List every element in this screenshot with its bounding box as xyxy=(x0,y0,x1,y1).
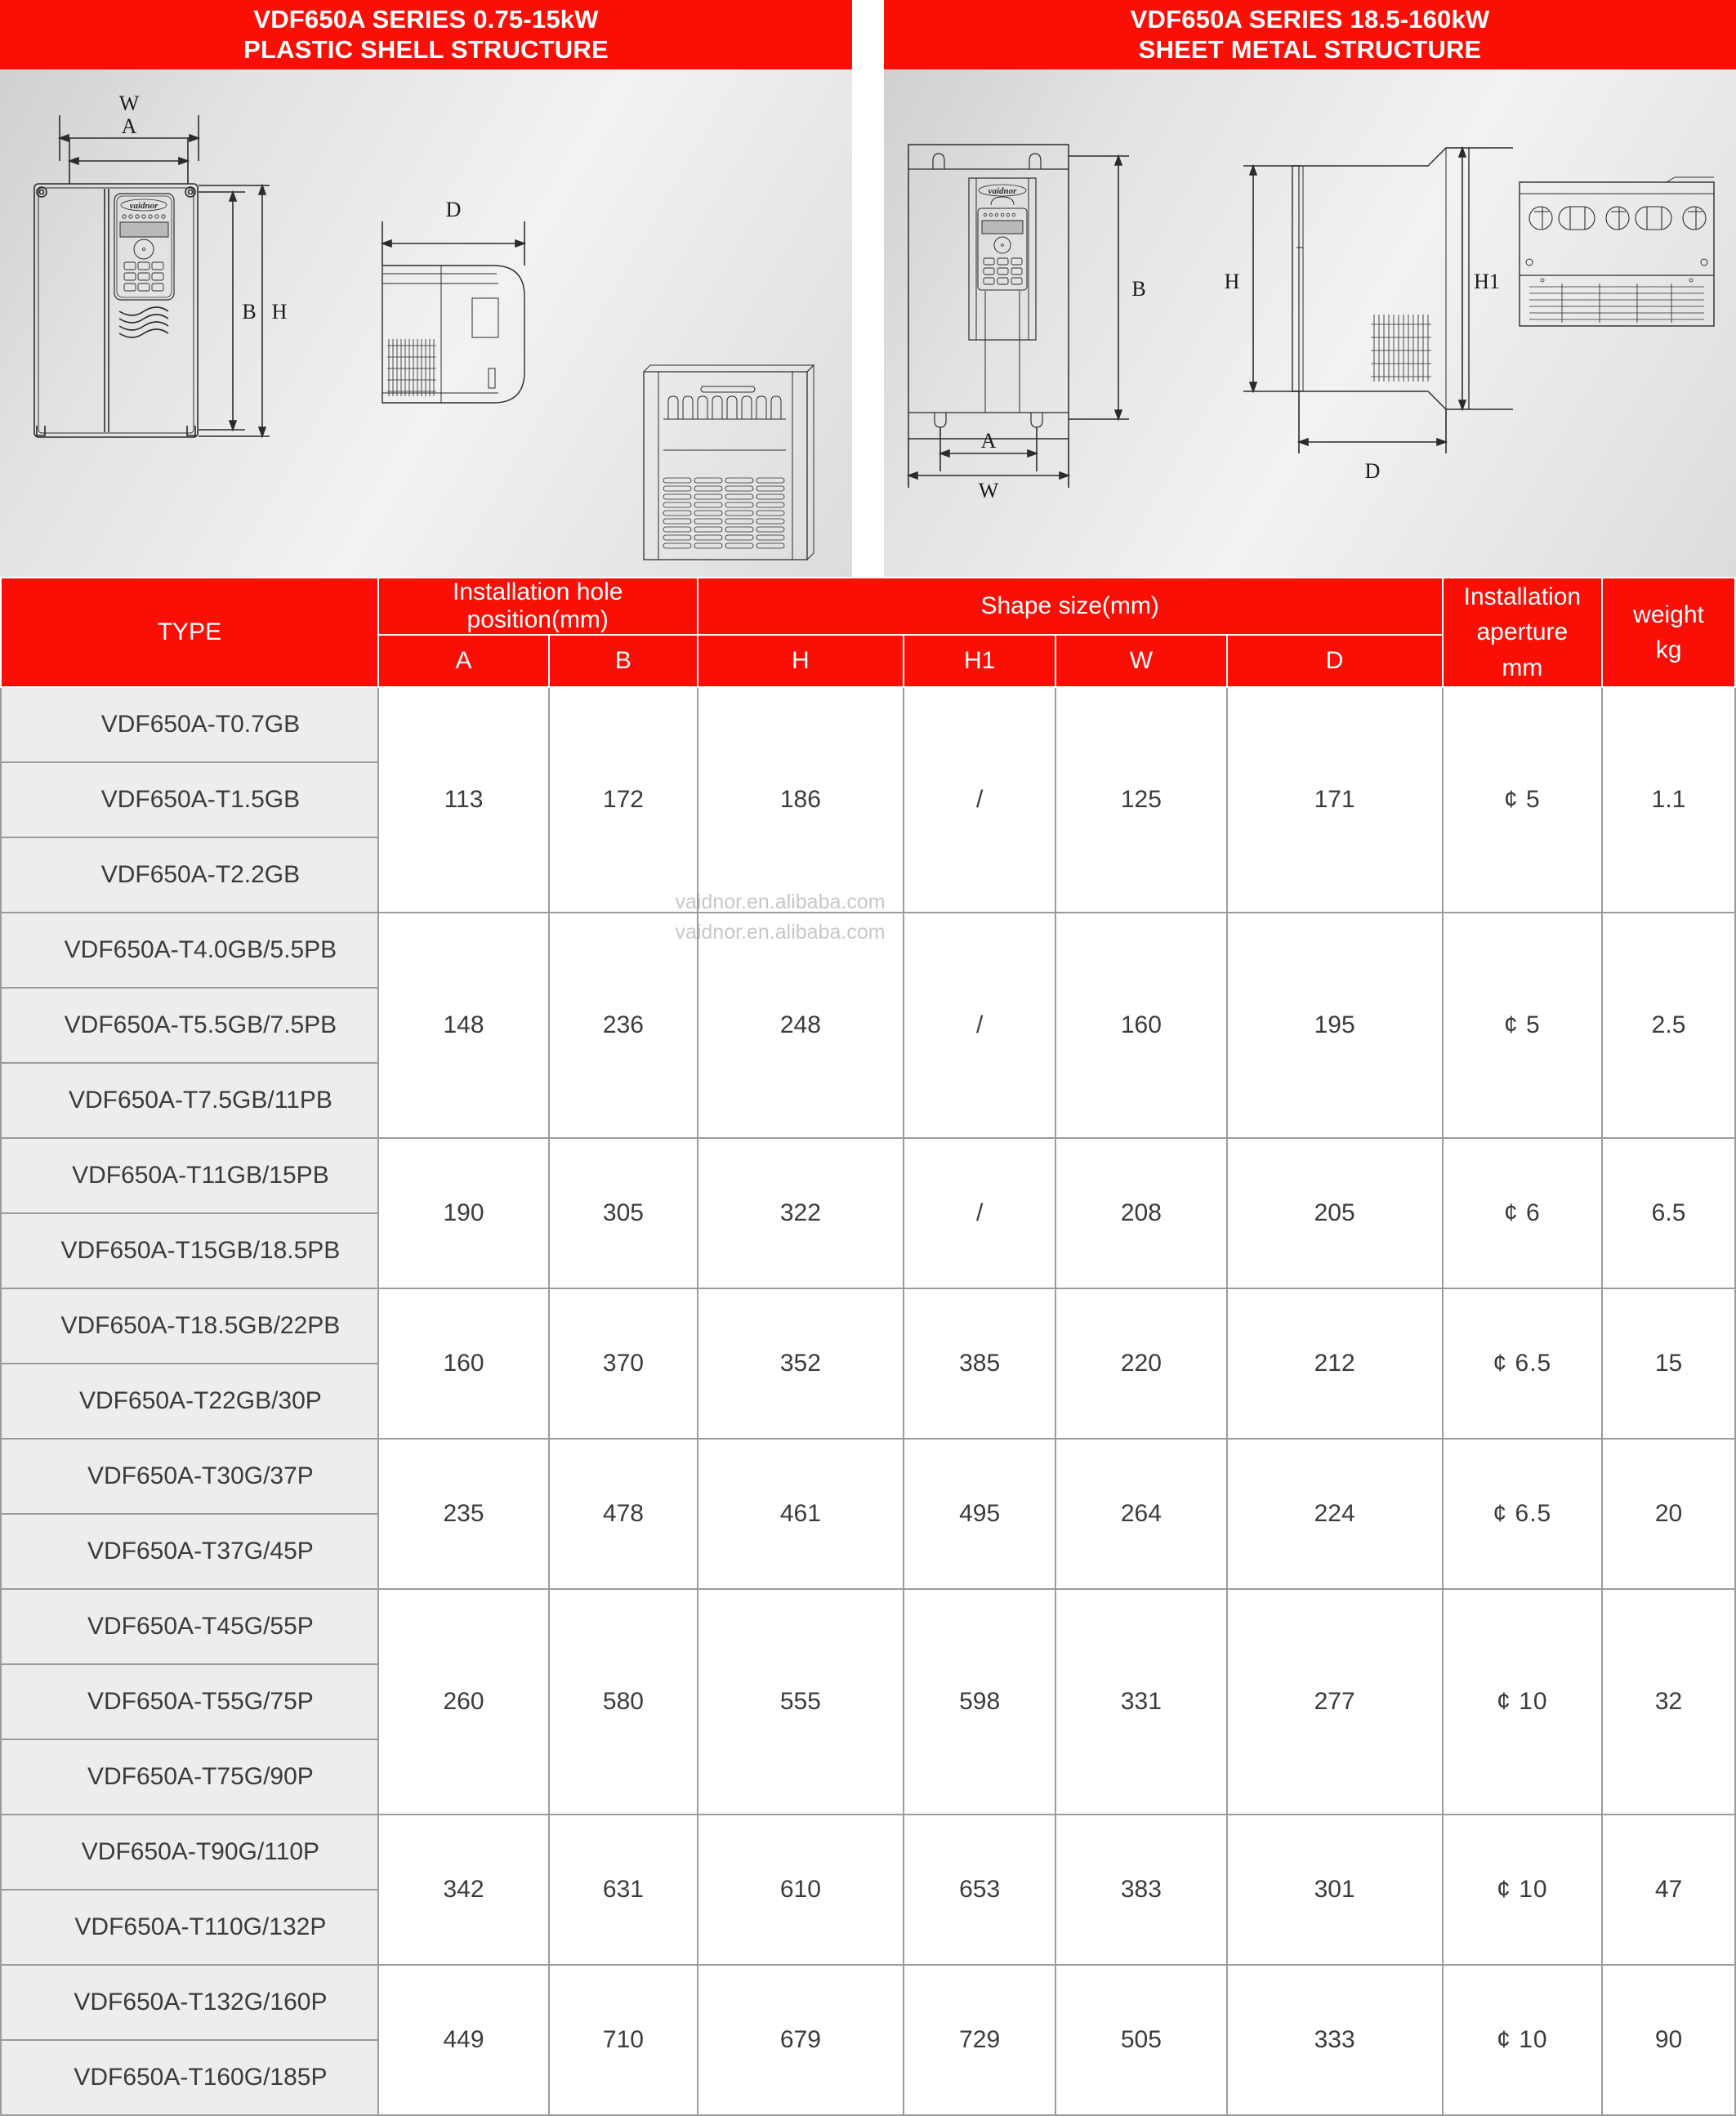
cell-H: 679 xyxy=(698,1965,904,2115)
cell-B: 370 xyxy=(549,1288,697,1439)
cell-W: 160 xyxy=(1055,913,1226,1138)
cell-H: 461 xyxy=(698,1439,904,1589)
cell-H: 610 xyxy=(698,1815,904,1965)
cell-H1: 385 xyxy=(904,1288,1055,1439)
cell-type: VDF650A-T15GB/18.5PB xyxy=(1,1213,378,1288)
cell-B: 305 xyxy=(549,1138,697,1288)
cell-A: 260 xyxy=(378,1589,549,1815)
cell-H1: 495 xyxy=(904,1439,1055,1589)
cell-B: 580 xyxy=(549,1589,697,1815)
cell-H1: / xyxy=(904,687,1055,913)
panel-plastic-shell xyxy=(0,0,852,577)
cell-type: VDF650A-T37G/45P xyxy=(1,1514,378,1589)
dim-label-D: D xyxy=(445,198,462,221)
header-weight-line2: kg xyxy=(1655,636,1682,663)
cell-B: 478 xyxy=(549,1439,697,1589)
dim-label-H1-right: H1 xyxy=(1474,270,1500,293)
header-weight xyxy=(1602,578,1735,687)
banner-right-line1: VDF650A SERIES 18.5-160kW xyxy=(1130,4,1490,33)
header-weight-line1: weight xyxy=(1633,600,1704,628)
dim-label-H: H xyxy=(271,300,288,324)
dim-label-D-right: D xyxy=(1364,459,1381,483)
cell-A: 449 xyxy=(378,1965,549,2115)
header-installation-aperture xyxy=(1443,578,1602,687)
dim-label-W-right: W xyxy=(978,479,999,502)
panel-sheet-metal xyxy=(884,0,1736,577)
cell-A: 190 xyxy=(378,1138,549,1288)
cell-aperture: ¢ 10 xyxy=(1443,1589,1602,1815)
cell-H1: 653 xyxy=(904,1815,1055,1965)
banner-right-line2: SHEET METAL STRUCTURE xyxy=(1138,34,1482,64)
cell-H1: 598 xyxy=(904,1589,1055,1815)
table-row xyxy=(1,913,1735,988)
header-col-W: W xyxy=(1055,635,1226,687)
specification-table xyxy=(0,577,1736,2116)
cell-type: VDF650A-T11GB/15PB xyxy=(1,1138,378,1213)
cell-aperture: ¢ 5 xyxy=(1443,687,1602,913)
cell-type: VDF650A-T5.5GB/7.5PB xyxy=(1,988,378,1063)
dim-label-H-right: H xyxy=(1224,270,1240,293)
cell-D: 277 xyxy=(1227,1589,1443,1815)
cell-H: 555 xyxy=(698,1589,904,1815)
cell-W: 220 xyxy=(1055,1288,1226,1439)
cell-type: VDF650A-T90G/110P xyxy=(1,1815,378,1890)
cell-D: 171 xyxy=(1227,687,1443,913)
cell-weight: 90 xyxy=(1602,1965,1735,2115)
cell-weight: 1.1 xyxy=(1602,687,1735,913)
cell-aperture: ¢ 5 xyxy=(1443,913,1602,1138)
cell-B: 631 xyxy=(549,1815,697,1965)
cell-B: 710 xyxy=(549,1965,697,2115)
banner-left-line1: VDF650A SERIES 0.75-15kW xyxy=(253,4,599,33)
cell-A: 342 xyxy=(378,1815,549,1965)
cell-type: VDF650A-T110G/132P xyxy=(1,1890,378,1965)
cell-type: VDF650A-T132G/160P xyxy=(1,1965,378,2040)
cell-type: VDF650A-T18.5GB/22PB xyxy=(1,1288,378,1364)
header-install-hole-group: Installation hole position(mm) xyxy=(378,578,698,635)
svg-text:vaidnor: vaidnor xyxy=(988,186,1017,196)
table-row xyxy=(1,1815,1735,1890)
dim-label-B-right: B xyxy=(1131,277,1146,301)
table-body xyxy=(1,687,1735,2115)
cell-D: 212 xyxy=(1227,1288,1443,1439)
cell-H1: / xyxy=(904,1138,1055,1288)
table-row xyxy=(1,1589,1735,1664)
cell-H1: 729 xyxy=(904,1965,1055,2115)
cell-aperture: ¢ 6.5 xyxy=(1443,1288,1602,1439)
cell-H1: / xyxy=(904,913,1055,1138)
cell-W: 208 xyxy=(1055,1138,1226,1288)
cell-W: 331 xyxy=(1055,1589,1226,1815)
cell-type: VDF650A-T1.5GB xyxy=(1,762,378,837)
table-row xyxy=(1,1439,1735,1514)
cell-W: 383 xyxy=(1055,1815,1226,1965)
banner-sheet-metal xyxy=(884,0,1736,69)
cell-type: VDF650A-T4.0GB/5.5PB xyxy=(1,913,378,988)
table-header-row-1 xyxy=(1,578,1735,635)
cell-W: 264 xyxy=(1055,1439,1226,1589)
cell-W: 125 xyxy=(1055,687,1226,913)
cell-type: VDF650A-T55G/75P xyxy=(1,1664,378,1739)
cell-weight: 32 xyxy=(1602,1589,1735,1815)
cell-aperture: ¢ 6 xyxy=(1443,1138,1602,1288)
cell-B: 172 xyxy=(549,687,697,913)
cell-type: VDF650A-T160G/185P xyxy=(1,2040,378,2115)
header-aperture-line1: Installation aperture xyxy=(1463,583,1582,646)
cell-H: 186 xyxy=(698,687,904,913)
cell-A: 148 xyxy=(378,913,549,1138)
cell-type: VDF650A-T75G/90P xyxy=(1,1739,378,1815)
cell-D: 301 xyxy=(1227,1815,1443,1965)
dim-label-A: A xyxy=(121,114,137,138)
cell-type: VDF650A-T0.7GB xyxy=(1,687,378,762)
cell-A: 113 xyxy=(378,687,549,913)
cell-D: 195 xyxy=(1227,913,1443,1138)
svg-text:vaidnor: vaidnor xyxy=(129,201,158,211)
dim-label-A-right: A xyxy=(980,429,997,453)
dim-label-B: B xyxy=(242,300,257,324)
cell-weight: 20 xyxy=(1602,1439,1735,1589)
header-shape-size-group: Shape size(mm) xyxy=(698,578,1443,635)
drawing-sheet-metal xyxy=(884,69,1736,577)
header-col-H1: H1 xyxy=(904,635,1055,687)
cell-type: VDF650A-T45G/55P xyxy=(1,1589,378,1664)
artboard-plastic-shell xyxy=(0,69,852,577)
cell-A: 235 xyxy=(378,1439,549,1589)
cell-D: 205 xyxy=(1227,1138,1443,1288)
drawing-plastic-shell xyxy=(0,69,852,577)
table-row xyxy=(1,687,1735,762)
cell-aperture: ¢ 10 xyxy=(1443,1965,1602,2115)
cell-type: VDF650A-T30G/37P xyxy=(1,1439,378,1514)
cell-type: VDF650A-T2.2GB xyxy=(1,837,378,913)
header-col-B: B xyxy=(549,635,697,687)
header-type: TYPE xyxy=(1,578,378,687)
cell-aperture: ¢ 6.5 xyxy=(1443,1439,1602,1589)
table-row xyxy=(1,1965,1735,2040)
watermark-text: vaidnor.en.alibaba.com xyxy=(675,891,886,913)
cell-weight: 6.5 xyxy=(1602,1138,1735,1288)
table-row xyxy=(1,1288,1735,1364)
header-col-D: D xyxy=(1227,635,1443,687)
cell-aperture: ¢ 10 xyxy=(1443,1815,1602,1965)
cell-D: 333 xyxy=(1227,1965,1443,2115)
cell-type: VDF650A-T7.5GB/11PB xyxy=(1,1063,378,1138)
cell-type: VDF650A-T22GB/30P xyxy=(1,1364,378,1439)
cell-H: 322 xyxy=(698,1138,904,1288)
dim-label-W: W xyxy=(118,92,140,115)
header-aperture-line2: mm xyxy=(1502,654,1543,681)
cell-D: 224 xyxy=(1227,1439,1443,1589)
artboard-sheet-metal xyxy=(884,69,1736,577)
cell-H: 352 xyxy=(698,1288,904,1439)
cell-W: 505 xyxy=(1055,1965,1226,2115)
table-row xyxy=(1,1138,1735,1213)
header-col-H: H xyxy=(698,635,904,687)
banner-left-line2: PLASTIC SHELL STRUCTURE xyxy=(243,34,609,64)
cell-H: 248 xyxy=(698,913,904,1138)
banner-plastic-shell xyxy=(0,0,852,69)
header-col-A: A xyxy=(378,635,549,687)
cell-weight: 15 xyxy=(1602,1288,1735,1439)
cell-weight: 47 xyxy=(1602,1815,1735,1965)
cell-weight: 2.5 xyxy=(1602,913,1735,1138)
cell-B: 236 xyxy=(549,913,697,1138)
watermark-text: vaidnor.en.alibaba.com xyxy=(675,921,886,944)
illustration-panels xyxy=(0,0,1736,577)
cell-A: 160 xyxy=(378,1288,549,1439)
